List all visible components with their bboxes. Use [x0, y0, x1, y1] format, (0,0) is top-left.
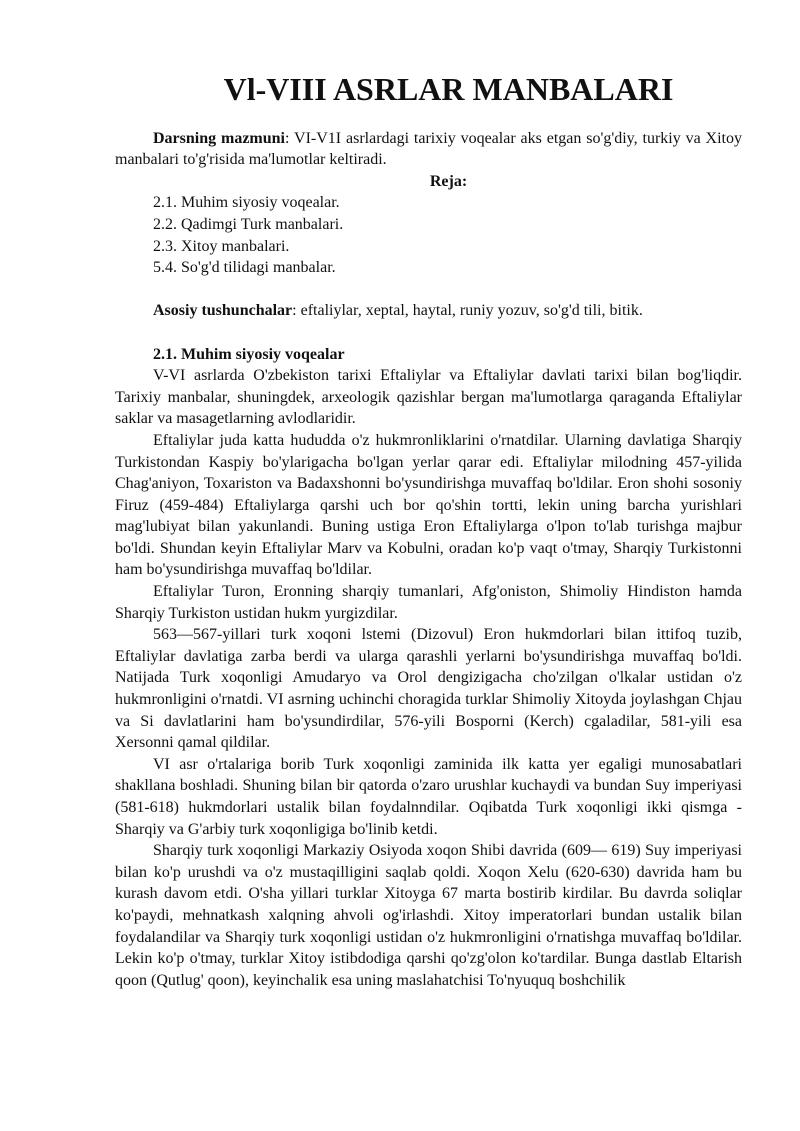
- plan-heading: Reja:: [429, 172, 468, 190]
- lesson-summary: [115, 128, 742, 171]
- body-paragraph: VI asr o'rtalariga borib Turk xoqonligi zaminida ilk katta yer egaligi munosabatlari shakllana boshladi. Shuning bilan bir qatorda o'zaro urushlar kuchaydi va bundan Suy imperiyasi (581-618) hukmdorlari ustalik bilan foydalnndilar. Oqibatda Turk xoqonligi ikki qismga - Sharqiy va G'arbiy turk xoqonligiga bo'linib ketdi.: [115, 755, 742, 838]
- plan-item: 2.2. Qadimgi Turk manbalari.: [153, 215, 344, 233]
- key-concepts-text: : eftaliylar, xeptal, haytal, runiy yozuv, so'g'd tili, bitik.: [292, 302, 643, 320]
- plan-item: 2.3. Xitoy manbalari.: [153, 237, 290, 255]
- key-concepts: [115, 300, 742, 322]
- section-heading: 2.1. Muhim siyosiy voqealar: [153, 345, 345, 363]
- spacer: [115, 279, 742, 301]
- document-title: Vl-VIII ASRLAR MANBALARI: [223, 71, 674, 107]
- spacer: [115, 322, 742, 344]
- plan-list: [115, 192, 742, 278]
- body-paragraph: 563—567-yillari turk xoqoni lstemi (Dizovul) Eron hukmdorlari bilan ittifoq tuzib, Eftaliylar davlatiga zarba berdi va ularga qarashli yerlarni bo'ysundirishga muvaffaq bo'ldi. Natijada Turk xoqonligi Amudaryo va Orol dengizigacha cho'zilgan o'lkalar ustidan o'z hukmronligini o'rnatdi. VI asrning uchinchi choragida turklar Shimoliy Xitoyda joylashgan Chjau va Si davlatlarini ham bo'ysundirdilar, 576-yili Bosporni (Kerch) cgaladilar, 581-yili esa Xersonni qamal qildilar.: [115, 626, 742, 752]
- spacer: [115, 106, 742, 128]
- body-paragraph: Eftaliylar juda katta hududda o'z hukmronliklarini o'rnatdilar. Ularning davlatiga Sharqiy Turkistondan Kaspiy bo'ylarigacha bo'lgan yerlar qarar edi. Eftaliylar milodning 457-yilida Chag'aniyon, Toxariston va Badaxshonni bo'ysundirishga muvaffaq bo'ldilar. Eron shohi sosoniy Firuz (459-484) Eftaliylarga qarshi uch bor qo'shin tortti, lekin uning barcha yurishlari mag'lubiyat bilan yakunlandi. Buning ustiga Eron Eftaliylarga o'lpon to'lab turishga majbur bo'ldi. Shundan keyin Eftaliylar Marv va Kobulni, oradan ko'p vaqt o'tmay, Sharqiy Turkistonni ham bo'ysundirishga muvaffaq bo'ldilar.: [115, 431, 742, 579]
- key-concepts-label: Asosiy tushunchalar: [153, 302, 293, 320]
- body-paragraph: Eftaliylar Turon, Eronning sharqiy tumanlari, Afg'oniston, Shimoliy Hindiston hamda Sharqiy Turkiston ustidan hukm yurgizdilar.: [115, 583, 742, 622]
- lesson-summary-label: Darsning mazmuni: [153, 129, 285, 147]
- plan-item: 2.1. Muhim siyosiy voqealar.: [153, 194, 340, 212]
- body-paragraph: V-VI asrlarda O'zbekiston tarixi Eftaliylar va Eftaliylar davlati tarixi bilan bog'liqdir. Tarixiy manbalar, shuningdek, arxeologik qazishlar bergan ma'lumotlarga qaraganda Eftaliylar saklar va masagetlarning avlodlaridir.: [115, 367, 742, 428]
- plan-item: 5.4. So'g'd tilidagi manbalar.: [153, 259, 336, 277]
- body-paragraph: Sharqiy turk xoqonligi Markaziy Osiyoda xoqon Shibi davrida (609— 619) Suy imperiyasi bilan ko'p urushdi va o'z mustaqilligini saqlab qoldi. Xoqon Xelu (620-630) davrida ham bu kurash davom etdi. O'sha yillari turklar Xitoyga 67 marta bostirib kirdilar. Bu davrda soliqlar ko'paydi, mehnatkash xalqning ahvoli og'irlashdi. Xitoy imperatorlari bundan ustalik bilan foydalandilar va Sharqiy turk xoqonligi ustidan o'z hukmronligini o'rnatishga muvaffaq bo'ldilar. Lekin ko'p o'tmay, turklar Xitoy istibdodiga qarshi qo'zg'olon ko'tardilar. Bunga dastlab Eltarish qoon (Qutlug' qoon), keyinchalik esa uning maslahatchisi To'nyuquq boshchilik: [115, 842, 742, 989]
- lesson-summary-text: : VI-V1I asrlardagi tarixiy voqealar aks etgan so'g'diy, turkiy va Xitoy manbalari to'g'risida ma'lumotlar keltiradi.: [115, 129, 743, 169]
